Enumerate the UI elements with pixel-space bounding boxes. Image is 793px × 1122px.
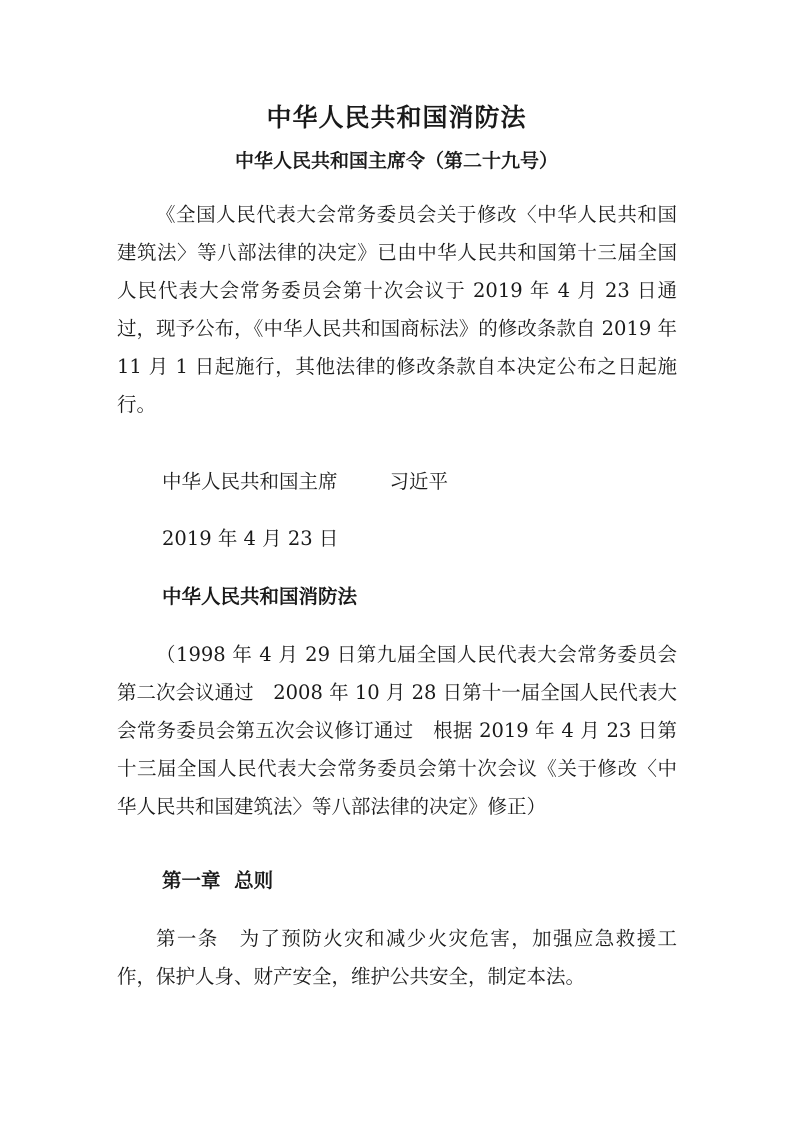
law-heading: 中华人民共和国消防法 (162, 585, 358, 608)
signatory-title: 中华人民共和国主席 (162, 470, 338, 493)
chapter-heading: 第一章 总则 (162, 869, 274, 892)
signatory-line (162, 463, 448, 501)
history-note: （1998 年 4 月 29 日第九届全国人民代表大会常务委员会第二次会议通过 2008 年 10 月 28 日第十一届全国人民代表大会常务委员会第五次会议修订通过 根据 2019 年 4 月 23 日第十三届全国人民代表大会常务委员会第十次会议《关于修改〈中华人民共和国建筑法〉等八部法律的决定》修正） (117, 643, 677, 818)
document-title: 中华人民共和国消防法 (266, 103, 527, 132)
signatory-name: 习近平 (389, 470, 449, 493)
decree-paragraph: 《全国人民代表大会常务委员会关于修改〈中华人民共和国建筑法〉等八部法律的决定》已由中华人民共和国第十三届全国人民代表大会常务委员会第十次会议于 2019 年 4 月 23 日通过，现予公布，《中华人民共和国商标法》的修改条款自 2019 年 11 月 1 日起施行，其他法律的修改条款自本决定公布之日起施行。 (117, 203, 677, 416)
article-1: 第一条 为了预防火灾和减少火灾危害，加强应急救援工作，保护人身、财产安全，维护公共安全，制定本法。 (117, 927, 677, 988)
decree-date: 2019 年 4 月 23 日 (162, 527, 339, 550)
presidential-decree-title: 中华人民共和国主席令（第二十九号） (234, 150, 558, 172)
